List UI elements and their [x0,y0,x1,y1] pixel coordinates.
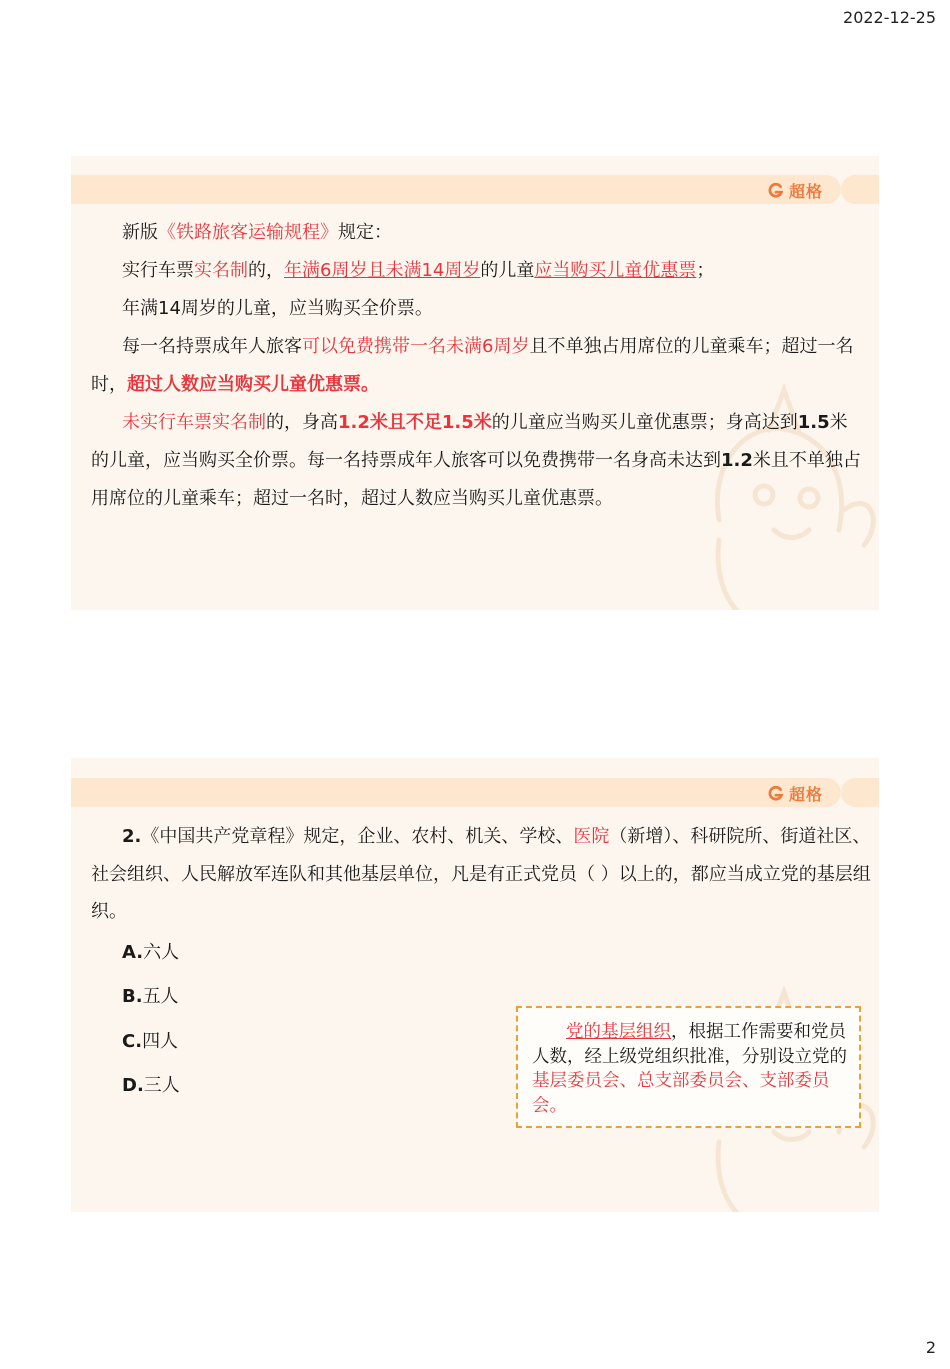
brand-g-icon [767,785,784,802]
brand-name: 超格 [788,181,823,201]
option-b[interactable]: B.五人 [122,986,179,1007]
option-a[interactable]: A.六人 [122,941,180,963]
slide-party-question [71,758,879,1212]
tip-box [516,1006,861,1128]
option-c[interactable]: C.四人 [122,1030,179,1052]
slide-railway-rules [71,156,879,610]
slide-header-band [71,175,841,204]
rule-age-14: 年满14周岁的儿童，应当购买全价票。 [122,298,433,319]
rule-intro: 新版《铁路旅客运输规程》规定： [122,222,392,243]
slide-header-cap [841,778,879,807]
brand-g-icon [767,182,784,199]
brand-logo [767,178,823,202]
slide-header-cap [841,175,879,204]
option-d[interactable]: D.三人 [122,1075,180,1096]
slide-header-band [71,778,841,807]
brand-name: 超格 [788,784,823,804]
brand-logo [767,781,823,805]
page-date: 2022-12-25 [843,8,936,27]
rule-non-realname: 未实行车票实名制的，身高1.2米且不足1.5米的儿童应当购买儿童优惠票；身高达到1.5米的儿童，应当购买全价票。每一名持票成年人旅客可以免费携带一名身高未达到1.2米且不单独占用席位的儿童乘车；超过一名时，超过人数应当购买儿童优惠票。 [91,412,861,509]
tip-text: 党的基层组织，根据工作需要和党员人数，经上级党组织批准，分别设立党的基层委员会、总支部委员会、支部委员会。 [532,1022,847,1116]
slide-1-body [91,214,861,518]
rule-realname-children: 实行车票实名制的，年满6周岁且未满14周岁的儿童应当购买儿童优惠票； [122,260,715,281]
page-number: 2 [925,1338,936,1357]
question-stem: 2.《中国共产党章程》规定，企业、农村、机关、学校、医院（新增）、科研院所、街道社区、社会组织、人民解放军连队和其他基层单位，凡是有正式党员（ ）以上的，都应当成立党的基层组织。 [91,826,871,922]
rule-free-carry: 每一名持票成年人旅客可以免费携带一名未满6周岁且不单独占用席位的儿童乘车；超过一名时，超过人数应当购买儿童优惠票。 [91,336,854,395]
